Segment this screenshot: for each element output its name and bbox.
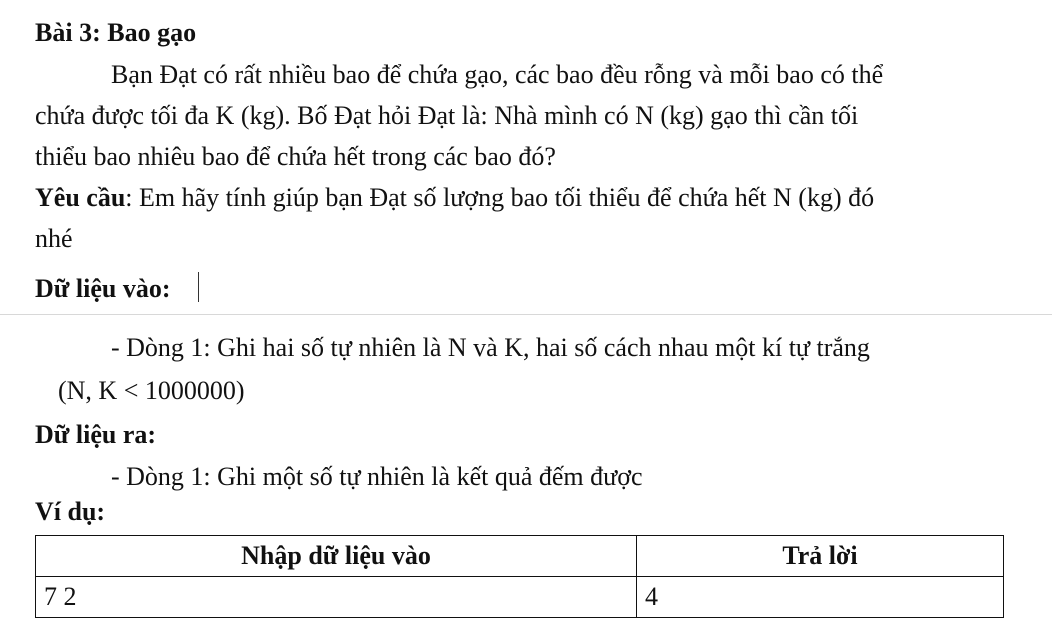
- output-line-1: - Dòng 1: Ghi một số tự nhiên là kết quả đếm được: [111, 462, 643, 491]
- requirement-text: : Em hãy tính giúp bạn Đạt số lượng bao tối thiểu để chứa hết N (kg) đó: [125, 183, 875, 212]
- example-table: [35, 535, 1004, 618]
- example-cell-answer: 4: [637, 577, 1004, 618]
- text-cursor: [198, 272, 199, 302]
- input-heading: Dữ liệu vào:: [35, 274, 171, 303]
- requirement-label: Yêu cầu: [35, 183, 126, 212]
- example-heading: Ví dụ:: [35, 497, 106, 526]
- input-line-1: - Dòng 1: Ghi hai số tự nhiên là N và K, hai số cách nhau một kí tự trắng: [111, 333, 870, 362]
- example-header-input: Nhập dữ liệu vào: [36, 536, 637, 577]
- problem-title: Bài 3: Bao gạo: [35, 18, 197, 47]
- table-row: [36, 577, 1004, 618]
- requirement-line-1: [35, 183, 874, 213]
- page-divider: [0, 314, 1052, 315]
- intro-line-2: chứa được tối đa K (kg). Bố Đạt hỏi Đạt là: Nhà mình có N (kg) gạo thì cần tối: [35, 101, 859, 130]
- example-header-answer: Trả lời: [637, 536, 1004, 577]
- output-heading: Dữ liệu ra:: [35, 420, 157, 449]
- input-line-2: (N, K < 1000000): [58, 376, 245, 405]
- example-table-header-row: [36, 536, 1004, 577]
- intro-line-1: Bạn Đạt có rất nhiều bao để chứa gạo, các bao đều rỗng và mỗi bao có thể: [111, 60, 884, 89]
- requirement-line-2: nhé: [35, 224, 73, 253]
- intro-line-3: thiểu bao nhiêu bao để chứa hết trong các bao đó?: [35, 142, 556, 171]
- example-cell-input: 7 2: [36, 577, 637, 618]
